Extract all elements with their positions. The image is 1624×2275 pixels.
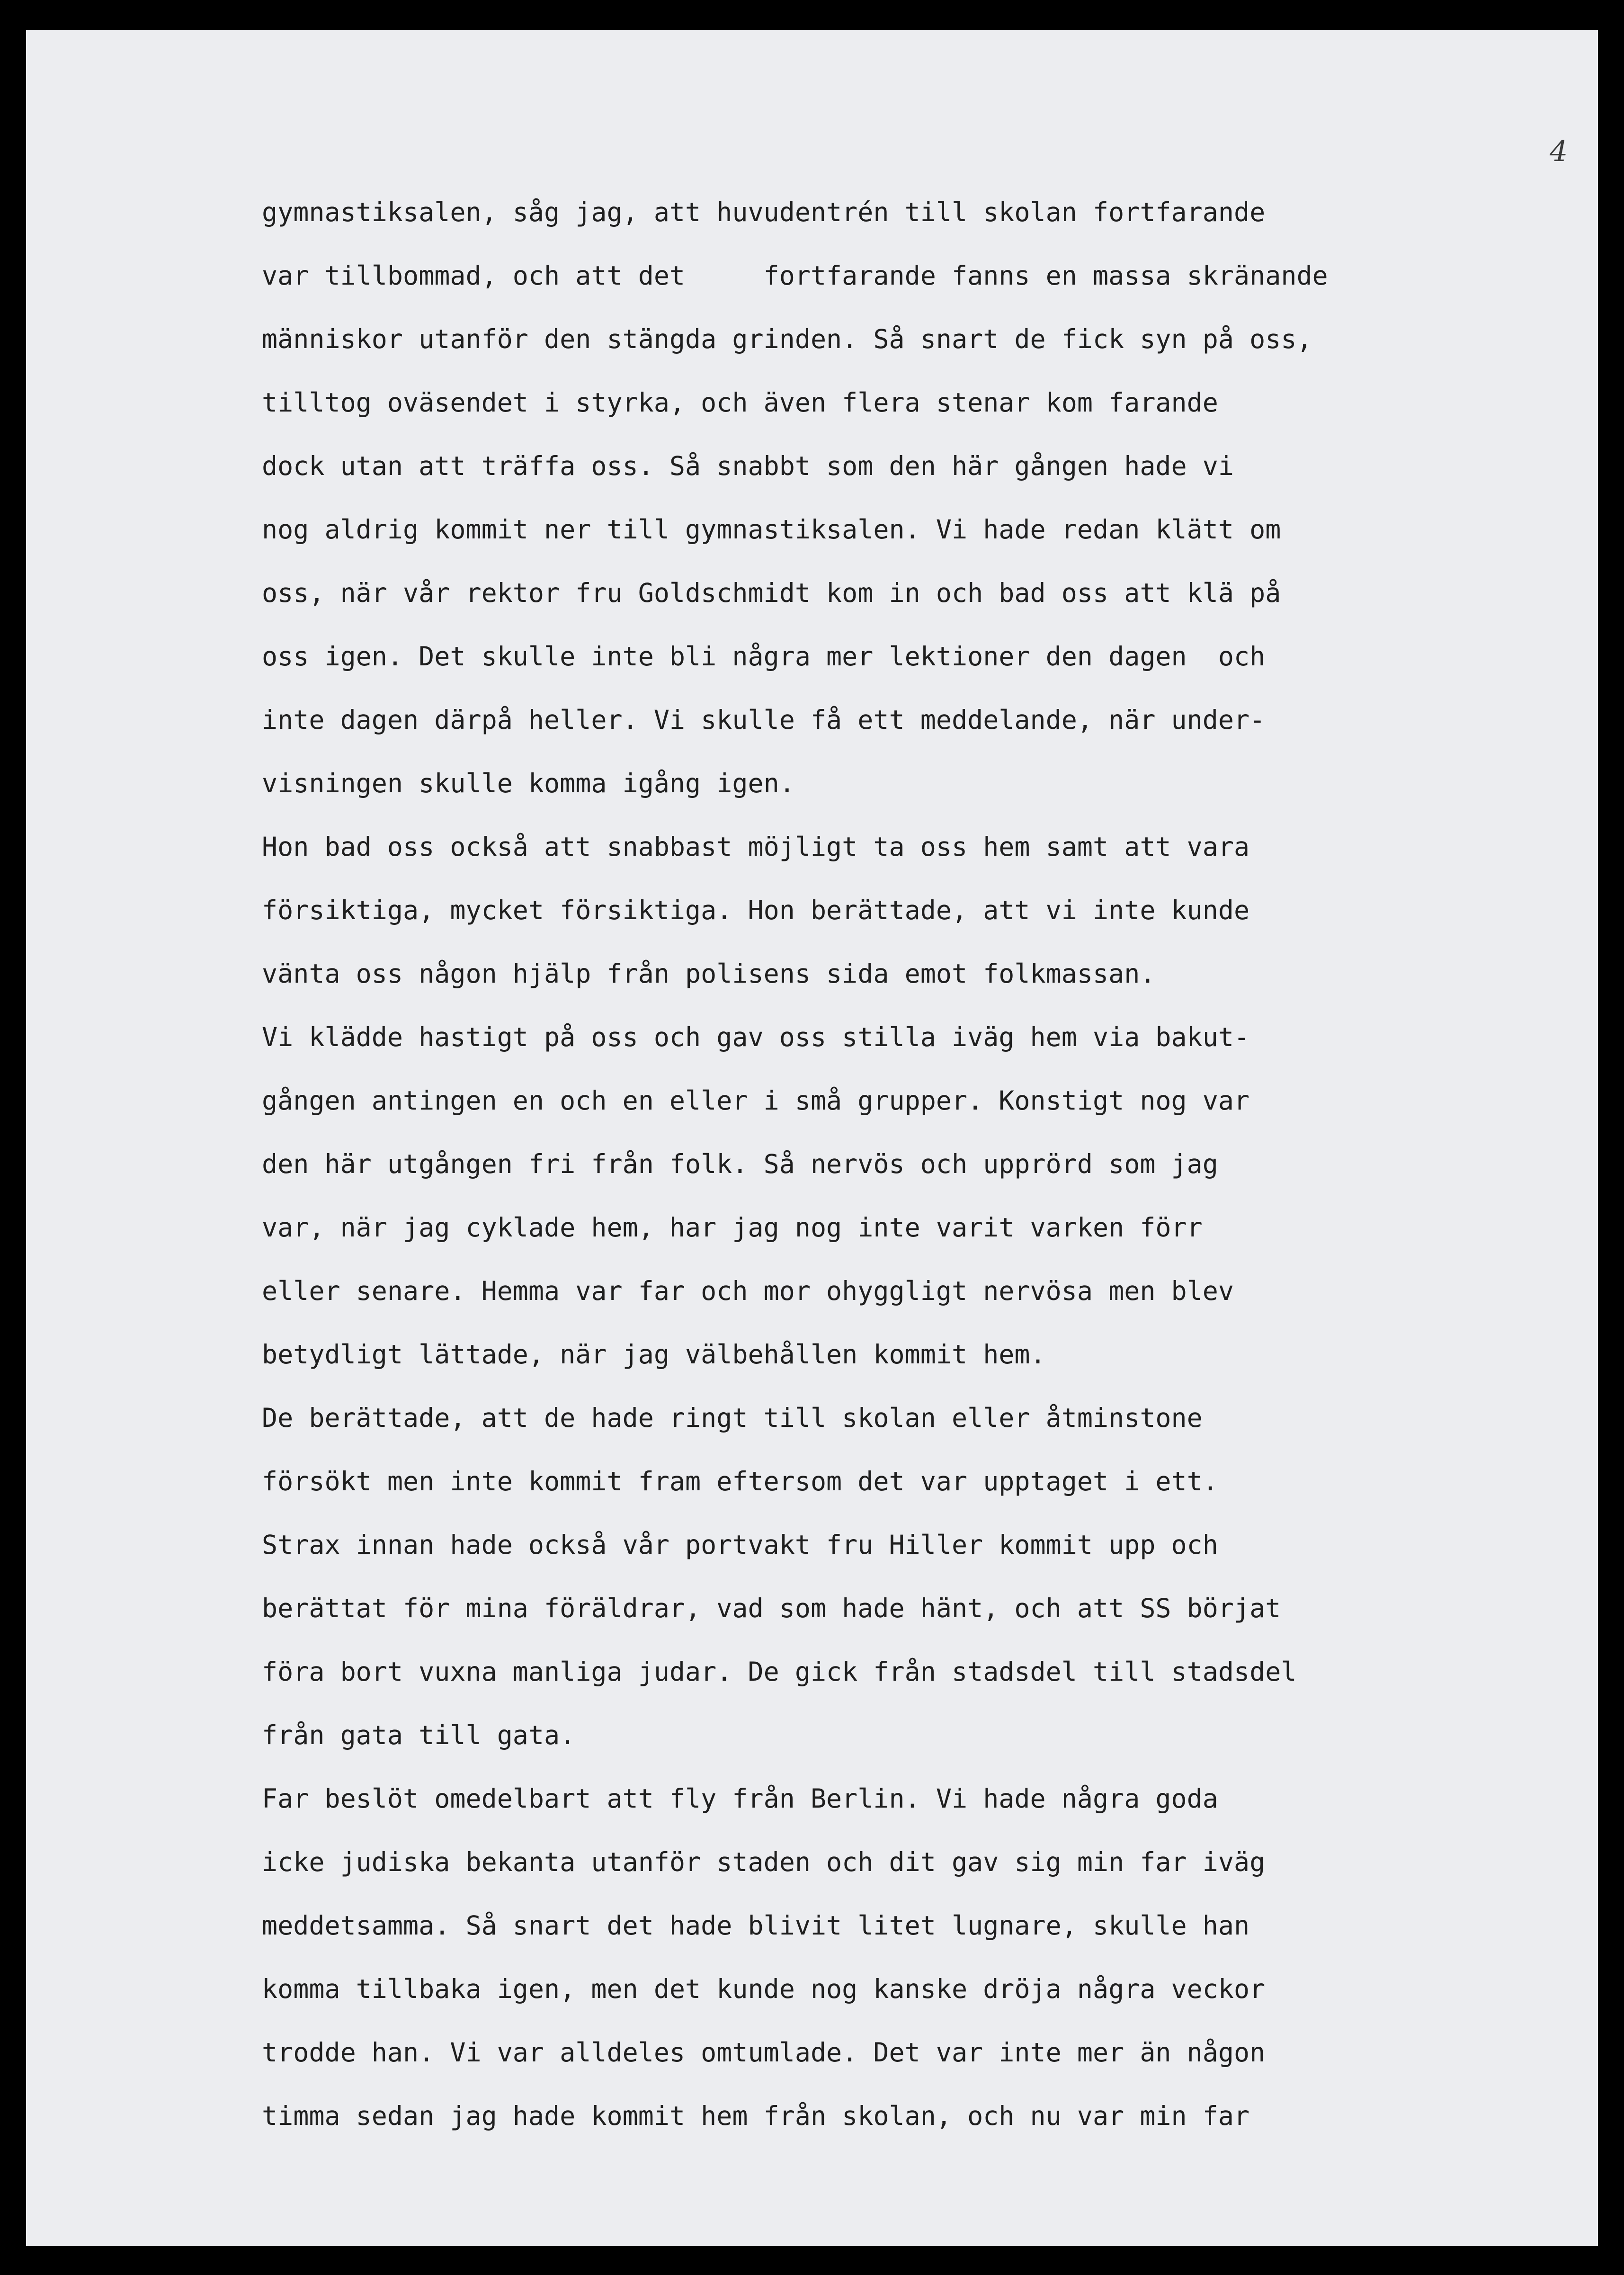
document-page <box>26 30 1598 2246</box>
text-line: föra bort vuxna manliga judar. De gick från stadsdel till stadsdel <box>262 1657 1297 1687</box>
text-line: gymnastiksalen, såg jag, att huvudentrén till skolan fortfarande <box>262 197 1266 227</box>
text-line: Strax innan hade också vår portvakt fru Hiller kommit upp och <box>262 1530 1218 1560</box>
text-line: berättat för mina föräldrar, vad som hade hänt, och att SS börjat <box>262 1593 1281 1623</box>
text-line: timma sedan jag hade kommit hem från skolan, och nu var min far <box>262 2101 1250 2131</box>
text-line: dock utan att träffa oss. Så snabbt som den här gången hade vi <box>262 451 1234 481</box>
text-line: Vi klädde hastigt på oss och gav oss stilla iväg hem via bakut- <box>262 1022 1250 1052</box>
text-line: vänta oss någon hjälp från polisens sida emot folkmassan. <box>262 958 1156 989</box>
text-line: människor utanför den stängda grinden. Så snart de fick syn på oss, <box>262 324 1312 354</box>
text-line: från gata till gata. <box>262 1720 576 1750</box>
typed-text-block <box>262 193 1578 2160</box>
text-line: Far beslöt omedelbart att fly från Berlin. Vi hade några goda <box>262 1783 1218 1814</box>
text-line: var, när jag cyklade hem, har jag nog inte varit varken förr <box>262 1212 1203 1243</box>
text-line: Hon bad oss också att snabbast möjligt ta oss hem samt att vara <box>262 832 1250 862</box>
text-line: gången antingen en och en eller i små grupper. Konstigt nog var <box>262 1085 1250 1116</box>
text-line: icke judiska bekanta utanför staden och dit gav sig min far iväg <box>262 1847 1266 1877</box>
text-line: oss, när vår rektor fru Goldschmidt kom in och bad oss att klä på <box>262 578 1281 608</box>
text-line: betydligt lättade, när jag välbehållen kommit hem. <box>262 1339 1046 1370</box>
text-line: De berättade, att de hade ringt till skolan eller åtminstone <box>262 1403 1203 1433</box>
text-line: eller senare. Hemma var far och mor ohyggligt nervösa men blev <box>262 1276 1234 1306</box>
text-line: trodde han. Vi var alldeles omtumlade. Det var inte mer än någon <box>262 2037 1266 2068</box>
text-line: visningen skulle komma igång igen. <box>262 768 795 798</box>
text-line: tilltog oväsendet i styrka, och även flera stenar kom farande <box>262 387 1218 418</box>
text-line: oss igen. Det skulle inte bli några mer lektioner den dagen och <box>262 641 1266 672</box>
text-line: försiktiga, mycket försiktiga. Hon berättade, att vi inte kunde <box>262 895 1250 925</box>
text-line: den här utgången fri från folk. Så nervös och upprörd som jag <box>262 1149 1218 1179</box>
text-line: inte dagen därpå heller. Vi skulle få ett meddelande, när under- <box>262 705 1266 735</box>
text-line: meddetsamma. Så snart det hade blivit litet lugnare, skulle han <box>262 1910 1250 1941</box>
text-line: försökt men inte kommit fram eftersom det var upptaget i ett. <box>262 1466 1218 1496</box>
text-line: var tillbommad, och att det fortfarande fanns en massa skränande <box>262 260 1328 291</box>
text-line: nog aldrig kommit ner till gymnastiksalen. Vi hade redan klätt om <box>262 514 1281 545</box>
text-line: komma tillbaka igen, men det kunde nog kanske dröja några veckor <box>262 1974 1266 2004</box>
page-number: 4 <box>1550 135 1568 168</box>
